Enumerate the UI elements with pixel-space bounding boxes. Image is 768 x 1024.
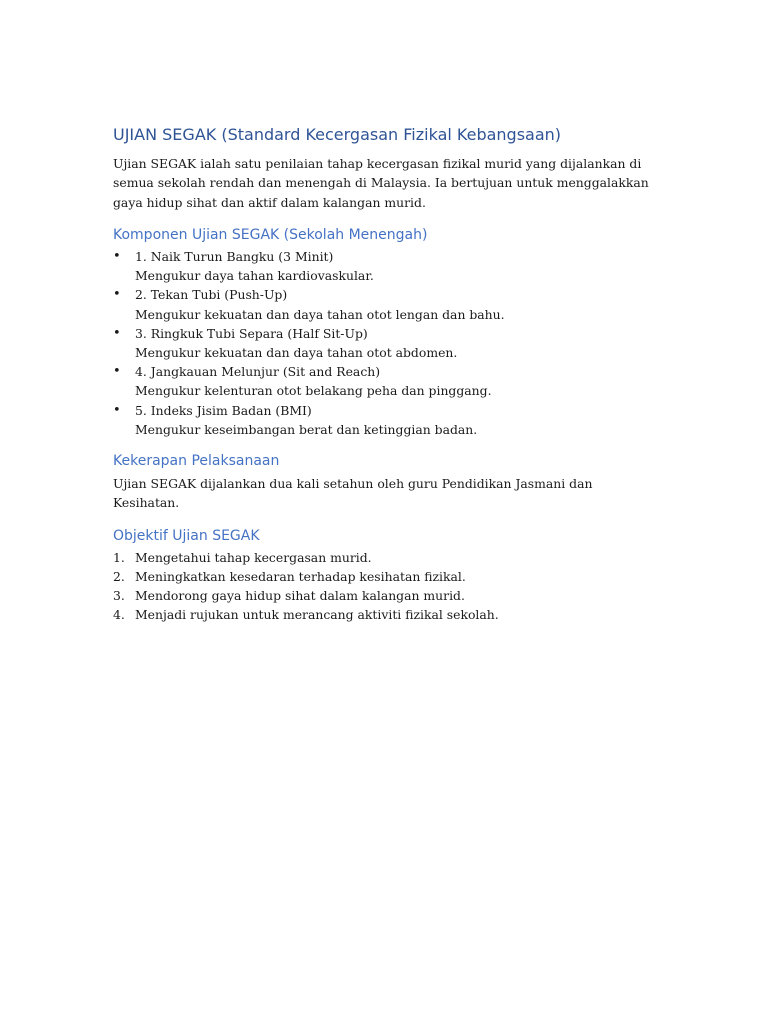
document-title: UJIAN SEGAK (Standard Kecergasan Fizikal Kebangsaan) [113,125,562,144]
list-item [113,567,658,586]
komponen-desc: Mengukur kekuatan dan daya tahan otot abdomen. [135,344,458,360]
objektif-text: Meningkatkan kesedaran terhadap kesihatan fizikal. [135,568,466,584]
objektif-text: Mengetahui tahap kecergasan murid. [135,549,372,565]
komponen-heading: Komponen Ujian SEGAK (Sekolah Menengah) [113,226,428,243]
komponen-list [113,247,658,439]
bullet-icon: • [113,402,121,418]
objektif-list [113,548,658,625]
list-item [113,324,658,362]
bullet-icon: • [113,364,121,380]
objektif-text: Menjadi rujukan untuk merancang aktiviti fizikal sekolah. [135,607,499,623]
komponen-name: 3. Ringkuk Tubi Separa (Half Sit-Up) [135,325,368,341]
bullet-icon: • [113,287,121,303]
bullet-icon: • [113,248,121,264]
komponen-name: 2. Tekan Tubi (Push-Up) [135,287,288,303]
komponen-desc: Mengukur daya tahan kardiovaskular. [135,268,374,284]
list-item [113,247,658,285]
list-item [113,285,658,323]
intro-paragraph: Ujian SEGAK ialah satu penilaian tahap kecergasan fizikal murid yang dijalankan di semua sekolah rendah dan menengah di Malaysia. Ia bertujuan untuk menggalakkan gaya hidup sihat dan aktif dalam kalangan murid. [113,156,649,210]
kekerapan-paragraph: Ujian SEGAK dijalankan dua kali setahun oleh guru Pendidikan Jasmani dan Kesihatan. [113,475,593,511]
list-number: 1. [113,549,125,565]
komponen-name: 1. Naik Turun Bangku (3 Minit) [135,248,334,264]
komponen-name: 4. Jangkauan Melunjur (Sit and Reach) [135,364,381,380]
list-item [113,586,658,605]
komponen-desc: Mengukur kekuatan dan daya tahan otot lengan dan bahu. [135,306,505,322]
document-page [113,124,658,624]
komponen-desc: Mengukur kelenturan otot belakang peha dan pinggang. [135,383,492,399]
list-number: 2. [113,568,125,584]
bullet-icon: • [113,325,121,341]
list-number: 4. [113,607,125,623]
kekerapan-heading: Kekerapan Pelaksanaan [113,452,280,469]
objektif-text: Mendorong gaya hidup sihat dalam kalangan murid. [135,587,465,603]
komponen-name: 5. Indeks Jisim Badan (BMI) [135,402,312,418]
list-item [113,362,658,400]
komponen-desc: Mengukur keseimbangan berat dan ketinggian badan. [135,421,478,437]
list-item [113,548,658,567]
objektif-heading: Objektif Ujian SEGAK [113,527,260,544]
list-number: 3. [113,587,125,603]
list-item [113,605,658,624]
list-item [113,401,658,439]
